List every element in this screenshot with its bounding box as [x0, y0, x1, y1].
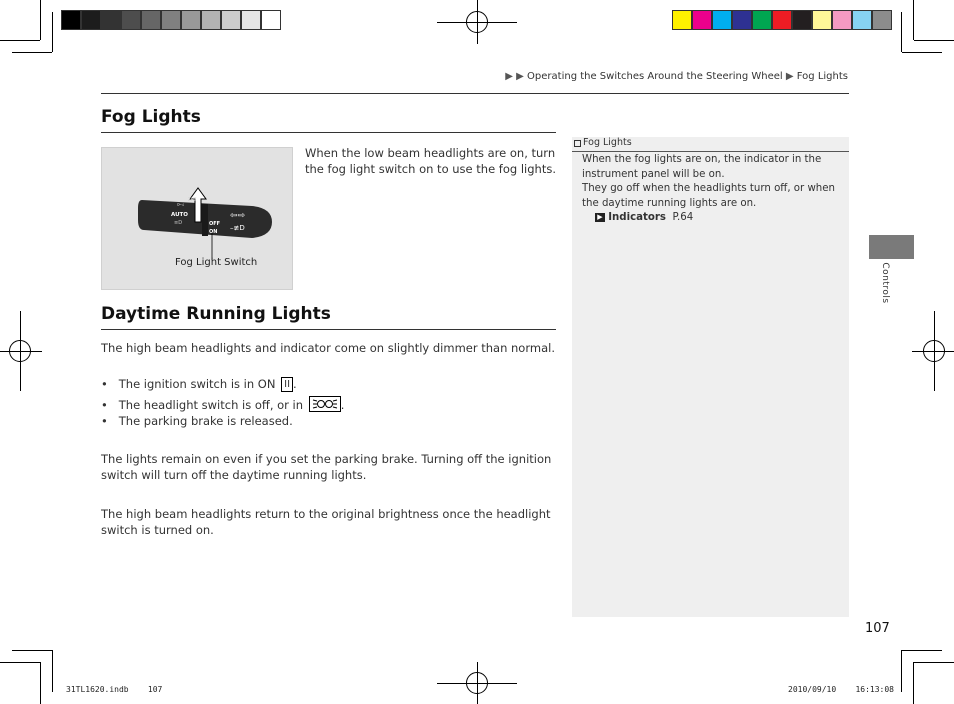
footer-timestamp: [788, 685, 894, 694]
gray-swatch: [101, 10, 121, 30]
process-swatch: [832, 10, 852, 30]
gray-swatch: [141, 10, 161, 30]
process-swatch: [852, 10, 872, 30]
bullet-text: The headlight switch is off, or in: [118, 398, 304, 412]
parking-light-icon: [309, 396, 341, 415]
sidebar-line-1: When the fog lights are on, the indicator in the: [582, 154, 822, 165]
fog-text-line-2: the fog light switch on to use the fog lights.: [305, 162, 556, 176]
process-swatch: [772, 10, 792, 30]
gray-swatch: [221, 10, 241, 30]
fog-lights-heading: Fog Lights: [101, 107, 201, 127]
gray-swatch: [61, 10, 81, 30]
ignition-on-symbol: II: [281, 377, 293, 392]
drl-heading-rule: [101, 329, 556, 330]
process-swatch: [692, 10, 712, 30]
drl-p2-line-1: The lights remain on even if you set the parking brake. Turning off the ignition: [101, 452, 552, 466]
breadcrumb-arrows: ▶ ▶: [505, 71, 524, 82]
drl-heading: Daytime Running Lights: [101, 304, 331, 324]
header-rule: [101, 93, 849, 94]
svg-text:ZHT: ZHT: [188, 197, 197, 202]
footer-file-page: 107: [147, 685, 163, 694]
process-swatch: [712, 10, 732, 30]
sidebar-title-row: [572, 137, 849, 152]
footer-date: 2010/09/10: [788, 685, 837, 694]
footer-filename: 31TL1620.indb: [66, 685, 129, 694]
process-swatch: [752, 10, 772, 30]
drl-intro: The high beam headlights and indicator come on slightly dimmer than normal.: [101, 341, 555, 355]
process-swatch: [812, 10, 832, 30]
process-swatch: [732, 10, 752, 30]
sidebar-note: [572, 137, 849, 617]
fog-heading-rule: [101, 132, 556, 133]
note-icon: [574, 140, 581, 147]
gray-swatch: [241, 10, 261, 30]
section-tab-label: Controls: [880, 262, 890, 304]
drl-paragraph-3: [101, 506, 551, 538]
bullet-text: The parking brake is released.: [118, 414, 293, 428]
svg-text:≡D: ≡D: [174, 220, 183, 226]
footer-file: [66, 685, 162, 694]
drl-paragraph-2: [101, 451, 551, 483]
breadcrumb-section[interactable]: Operating the Switches Around the Steering Wheel: [527, 71, 783, 82]
fog-light-illustration: [101, 147, 293, 290]
drl-p3-line-2: switch is turned on.: [101, 523, 214, 537]
drl-p3-line-1: The high beam headlights return to the original brightness once the headlight: [101, 507, 551, 521]
process-swatch: [792, 10, 812, 30]
gray-swatch: [81, 10, 101, 30]
sidebar-reference[interactable]: [595, 211, 847, 226]
gray-swatch: [161, 10, 181, 30]
sidebar-line-4: the daytime running lights are on.: [582, 197, 757, 209]
process-swatch: [672, 10, 692, 30]
sidebar-line-2: instrument panel will be on.: [582, 168, 725, 180]
gray-swatch: [201, 10, 221, 30]
drl-p2-line-2: switch will turn off the daytime running lights.: [101, 468, 367, 482]
sidebar-title: Fog Lights: [583, 137, 632, 148]
sidebar-body: [582, 153, 847, 226]
breadcrumb-separator: ▶: [785, 71, 794, 82]
illus-auto-label: AUTO: [171, 212, 188, 218]
list-item: • The headlight switch is off, or in .: [101, 396, 344, 415]
fog-symbol-icon: –≢D: [230, 224, 245, 232]
fog-light-switch-caption: Fog Light Switch: [175, 257, 258, 268]
illus-on-label: ON: [209, 229, 218, 235]
breadcrumb-current[interactable]: Fog Lights: [796, 71, 848, 82]
footer-time: 16:13:08: [855, 685, 894, 694]
fog-text-line-1: When the low beam headlights are on, turn: [305, 146, 556, 160]
page-number: 107: [865, 621, 890, 636]
list-item: • The ignition switch is in ON II .: [101, 377, 297, 391]
list-item: • The parking brake is released.: [101, 414, 293, 428]
bullet-text: The ignition switch is in ON: [118, 377, 276, 391]
reference-page[interactable]: P.64: [672, 212, 694, 223]
gray-swatch: [261, 10, 281, 30]
breadcrumb: [505, 71, 848, 82]
gray-swatch: [181, 10, 201, 30]
process-swatch: [872, 10, 892, 30]
turn-signal-icon: ⇦⇨: [230, 211, 246, 221]
reference-arrow-icon: ▶: [595, 213, 605, 222]
sidebar-line-3: They go off when the headlights turn off, or when: [582, 183, 835, 194]
illus-off-label: OFF: [209, 221, 221, 227]
section-tab: [869, 235, 914, 259]
svg-text:⊳◃: ⊳◃: [177, 202, 184, 208]
stalk-ring: [202, 204, 208, 236]
reference-label[interactable]: Indicators: [608, 212, 666, 223]
fog-lights-description: [305, 145, 555, 177]
gray-swatch: [121, 10, 141, 30]
